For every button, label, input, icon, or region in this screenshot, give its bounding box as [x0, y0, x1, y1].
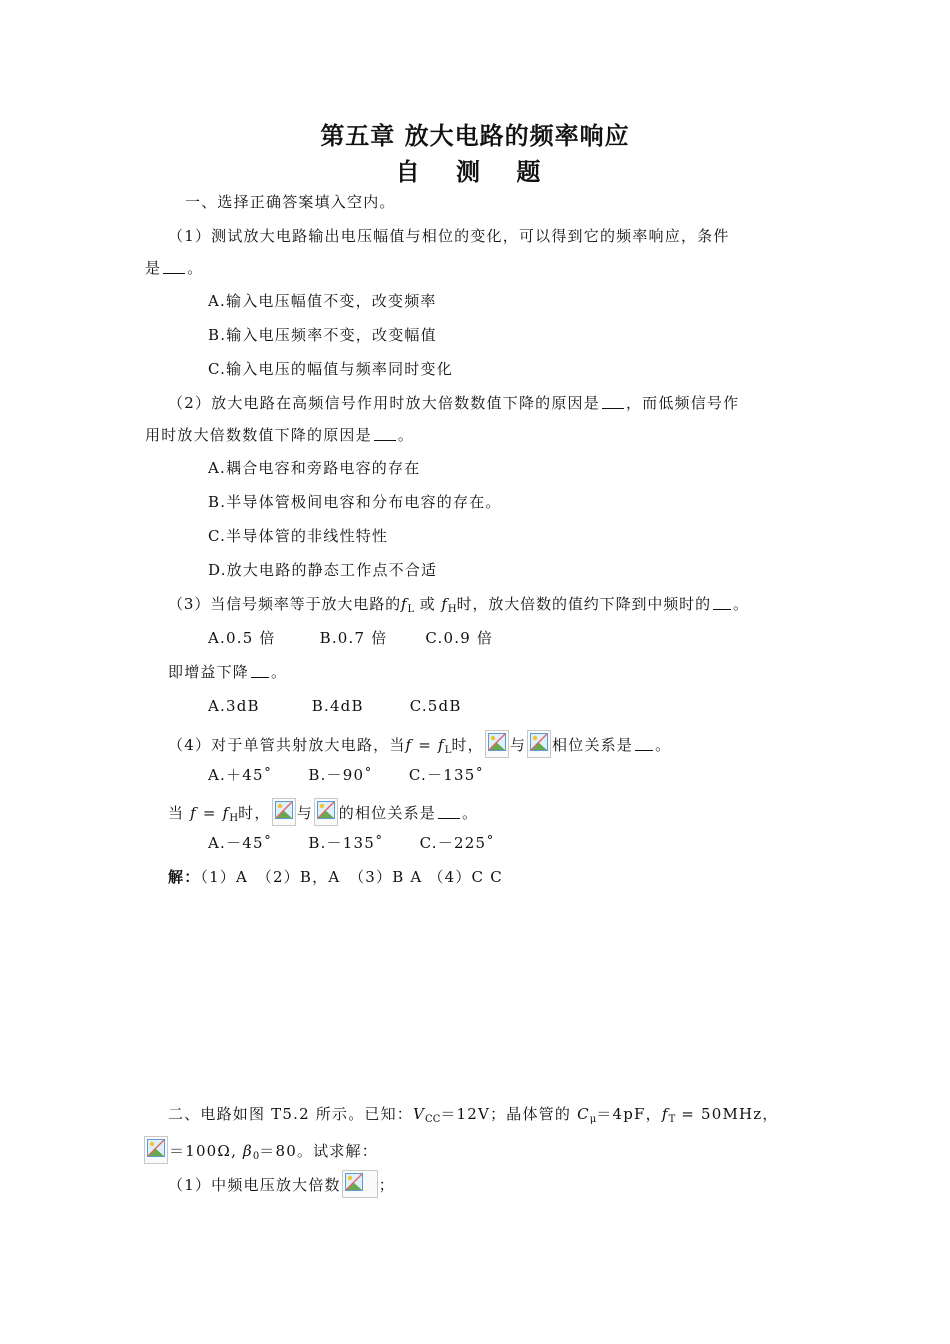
q1-text-end: 。	[187, 259, 204, 277]
subscript-L: L	[444, 745, 452, 756]
v-symbol: V	[413, 1105, 426, 1123]
q3-db-option-b: B.4dB	[311, 697, 364, 715]
q3-options	[208, 628, 493, 648]
q3-db-options	[208, 696, 462, 716]
section2-line1	[168, 1104, 779, 1130]
q2-option-b: B.半导体管极间电容和分布电容的存在。	[208, 493, 502, 511]
f-symbol: f	[661, 1105, 669, 1123]
q2-line1	[168, 393, 739, 413]
q1-text: 是	[145, 259, 162, 277]
q4-option-a: A.＋45˚	[208, 766, 273, 784]
q4-end: 。	[655, 736, 672, 754]
q4-when: 时，	[451, 736, 484, 754]
page-title: 第五章 放大电路的频率响应	[320, 122, 630, 150]
broken-image-icon	[485, 730, 509, 758]
q4-line2	[168, 798, 478, 829]
q2-text: （2）放大电路在高频信号作用时放大倍数数值下降的原因是	[168, 394, 600, 412]
q3-end: 。	[732, 595, 749, 613]
q2-text2: 用时放大倍数数值下降的原因是	[145, 426, 372, 444]
f-symbol: f	[405, 736, 413, 754]
q4-with: 与	[509, 736, 527, 754]
q4-line2-end: 。	[461, 804, 479, 822]
q1-option-c: C.输入电压的幅值与频率同时变化	[208, 360, 453, 378]
page-subtitle: 自 测 题	[395, 158, 555, 186]
equals: =	[412, 736, 439, 754]
q3-gain-end: 。	[271, 663, 288, 681]
q1-option-b: B.输入电压频率不变，改变幅值	[208, 326, 437, 344]
f-symbol: f	[222, 804, 230, 822]
answer-blank	[635, 736, 653, 751]
subscript-H: H	[229, 813, 239, 824]
section2-line2	[143, 1136, 378, 1167]
section2-text2: ＝12V；晶体管的	[440, 1105, 578, 1123]
section2-text4: = 50MHz，	[675, 1105, 779, 1123]
q4-options	[208, 765, 484, 785]
q1-line1: （1）测试放大电路输出电压幅值与相位的变化，可以得到它的频率响应，条件	[168, 227, 730, 245]
q1-option-a: A.输入电压幅值不变，改变频率	[208, 292, 437, 310]
q4-option-c: C.－135˚	[408, 766, 485, 784]
broken-image-icon	[272, 798, 296, 826]
q2-option-d: D.放大电路的静态工作点不合适	[208, 561, 438, 579]
subscript-CC: CC	[425, 1114, 441, 1125]
q2-option-a: A.耦合电容和旁路电容的存在	[208, 459, 421, 477]
answer-label: 解：	[168, 868, 201, 886]
q3-option-a: A.0.5 倍	[208, 629, 276, 647]
q4-with: 与	[296, 804, 313, 822]
q4-option2-c: C.－225˚	[419, 834, 495, 852]
q3-text: （3）当信号频率等于放大电路的	[168, 595, 402, 613]
q3-option-b: B.0.7 倍	[319, 629, 388, 647]
subscript-0: 0	[252, 1151, 260, 1162]
broken-image-icon	[314, 798, 338, 826]
answer-blank	[438, 804, 460, 819]
broken-image-icon	[342, 1170, 378, 1198]
section2-text: 二、电路如图 T5.2 所示。已知：	[168, 1105, 413, 1123]
q4-option2-a: A.－45˚	[208, 834, 273, 852]
section2-q1-end: ；	[378, 1176, 395, 1194]
section1-heading: 一、选择正确答案填入空内。	[185, 193, 396, 211]
section2-q1	[168, 1170, 395, 1198]
q4-relation: 相位关系是	[552, 736, 634, 754]
f-symbol: f	[441, 595, 448, 613]
answer-blank	[374, 426, 396, 441]
q4-options-2	[208, 833, 495, 853]
f-symbol: f	[438, 736, 445, 754]
answer-blank	[713, 595, 731, 610]
q3-gain-text: 即增益下降	[168, 663, 250, 681]
f-symbol: f	[190, 804, 197, 822]
q1-line2	[145, 258, 203, 278]
q4-option-b: B.－90˚	[308, 766, 373, 784]
q3-db-option-a: A.3dB	[208, 697, 260, 715]
q2-line2	[145, 425, 414, 445]
q4-line2-when: 时，	[238, 804, 271, 822]
subscript-L: L	[407, 604, 415, 615]
f-symbol: f	[401, 595, 408, 613]
section2-text6: ＝80。试求解：	[259, 1142, 378, 1160]
subscript-T: T	[668, 1114, 676, 1125]
section2-text3: ＝4pF，	[596, 1105, 662, 1123]
beta-symbol: β	[243, 1142, 253, 1160]
q4-text: （4）对于单管共射放大电路，当	[168, 736, 406, 754]
section2-q1-text: （1）中频电压放大倍数	[168, 1176, 341, 1194]
q3-gain-line	[168, 662, 287, 682]
q2-text-end: ，而低频信号作	[625, 394, 740, 412]
answer-blank	[163, 259, 185, 274]
answer-line	[168, 867, 503, 887]
q3-or: 或	[414, 595, 442, 613]
q4-line2-relation: 的相位关系是	[338, 804, 436, 822]
q3-option-c: C.0.9 倍	[425, 629, 494, 647]
c-symbol: C	[577, 1105, 590, 1123]
q2-text2-end: 。	[397, 426, 415, 444]
q4-option2-b: B.－135˚	[308, 834, 384, 852]
subscript-mu: μ	[589, 1114, 597, 1125]
q4-line2-text: 当	[168, 804, 185, 822]
q3-db-option-c: C.5dB	[409, 697, 462, 715]
broken-image-icon	[527, 730, 551, 758]
q3-line1	[168, 594, 749, 620]
equals: =	[196, 804, 223, 822]
section2-text5: ＝100Ω,	[169, 1142, 244, 1160]
q2-option-c: C.半导体管的非线性特性	[208, 527, 389, 545]
broken-image-icon	[144, 1136, 168, 1164]
answer-blank	[602, 394, 624, 409]
q3-text2: 时，放大倍数的值约下降到中频时的	[456, 595, 711, 613]
q4-line1	[168, 730, 671, 761]
answer-blank	[251, 663, 269, 678]
subscript-H: H	[447, 604, 457, 615]
answer-text: （1）A （2）B，A （3）B A （4）C C	[200, 868, 503, 886]
